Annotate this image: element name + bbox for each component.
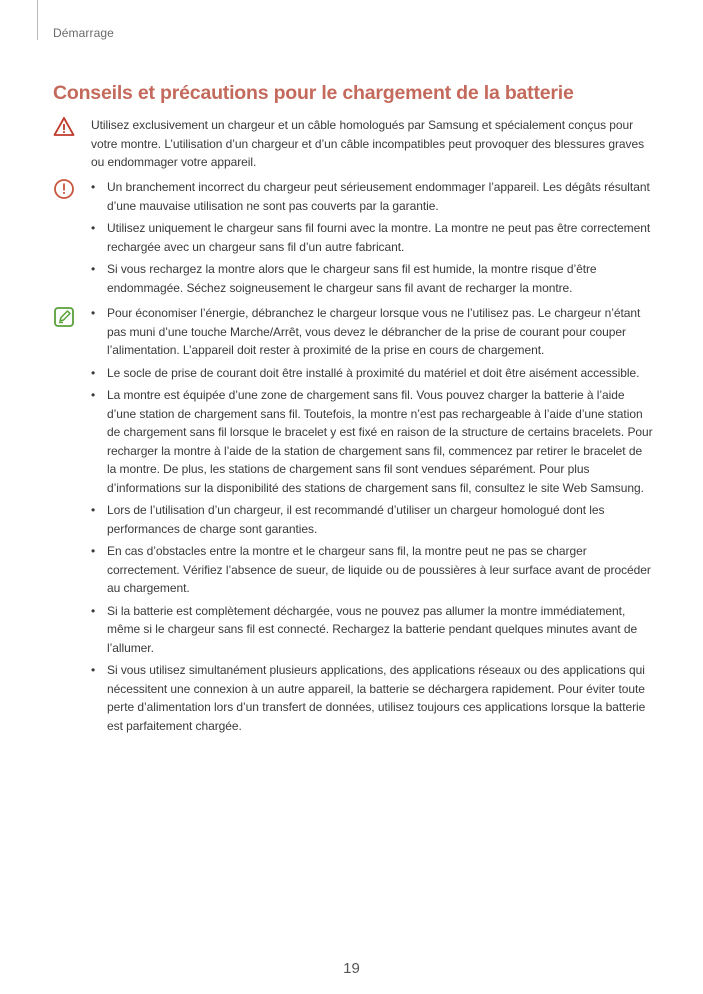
list-item: • Si vous utilisez simultanément plusieurs applications, des applications réseaux ou des applications qui nécessitent une connexion à un autre appareil, la batterie se déchargera rapidement. Pour éviter toute perte d’alimentation lors d’un transfert de données, utilisez toujours ces applications lorsque la batterie est parfaitement chargée. [91,661,653,735]
list-item: • Si la batterie est complètement déchargée, vous ne pouvez pas allumer la montre immédiatement, même si le chargeur sans fil est connecté. Rechargez la batterie pendant quelques minutes avant de l’allumer. [91,602,653,658]
notes-list [91,304,653,739]
section-label: Démarrage [53,26,114,40]
page-title: Conseils et précautions pour le chargement de la batterie [53,82,574,104]
list-item: • Le socle de prise de courant doit être installé à proximité du matériel et doit être aisément accessible. [91,364,653,383]
list-item: • En cas d’obstacles entre la montre et le chargeur sans fil, la montre peut ne pas se charger correctement. Vérifiez l’absence de sueur, de liquide ou de poussières à leur surface avant de procéder au chargement. [91,542,653,598]
list-item: • Utilisez uniquement le chargeur sans fil fourni avec la montre. La montre ne peut pas être correctement rechargée avec un chargeur sans fil d’un autre fabricant. [91,219,653,256]
caution-circle-icon [53,178,75,200]
page-number: 19 [343,960,360,977]
warning-triangle-icon [53,116,75,138]
header-divider [37,0,38,40]
list-item: • La montre est équipée d’une zone de chargement sans fil. Vous pouvez charger la batterie à l’aide d’une station de chargement sans fil. Toutefois, la montre n’est pas rechargeable à l’aide d’une station de chargement sans fil lorsque le bracelet y est fixé en raison de la structure de certains bracelets. Pour recharger la montre à l’aide de la station de chargement sans fil, commencez par retirer le bracelet de la montre. De plus, les stations de chargement sans fil sont vendues séparément. Pour plus d’informations sur la disponibilité des stations de chargement sans fil, consultez le site Web Samsung. [91,386,653,497]
list-item: • Lors de l’utilisation d’un chargeur, il est recommandé d’utiliser un chargeur homologué dont les performances de charge sont garanties. [91,501,653,538]
caution-list [91,178,653,301]
list-item: • Un branchement incorrect du chargeur peut sérieusement endommager l’appareil. Les dégâts résultant d’une mauvaise utilisation ne sont pas couverts par la garantie. [91,178,653,215]
warning-text: Utilisez exclusivement un chargeur et un câble homologués par Samsung et spécialement conçus pour votre montre. L’utilisation d’un chargeur et d’un câble incompatibles peut provoquer des blessures graves ou endommager votre appareil. [91,118,645,169]
note-pencil-icon [53,306,75,328]
list-item: • Si vous rechargez la montre alors que le chargeur sans fil est humide, la montre risque d’être endommagée. Séchez soigneusement le chargeur sans fil avant de recharger la montre. [91,260,653,297]
list-item: • Pour économiser l’énergie, débranchez le chargeur lorsque vous ne l’utilisez pas. Le chargeur n’étant pas muni d’une touche Marche/Arrêt, vous devez le débrancher de la prise de courant pour couper l’alimentation. L’appareil doit rester à proximité de la prise en cours de chargement. [91,304,653,360]
